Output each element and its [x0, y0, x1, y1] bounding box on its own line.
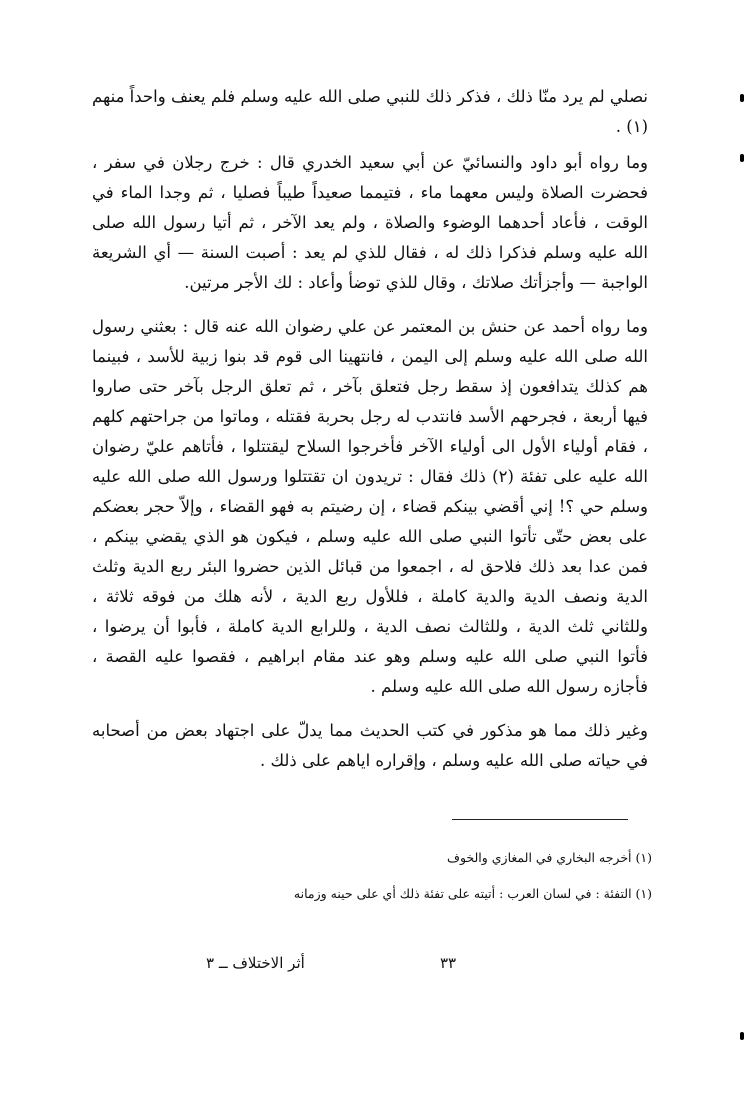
footnote-separator — [452, 819, 628, 820]
page-number: ٣٣ — [440, 954, 457, 972]
scan-mark — [740, 154, 744, 162]
paragraph-2: وما رواه أبو داود والنسائيّ عن أبي سعيد الخدري قال : خرج رجلان في سفر ، فحضرت الصلاة وليس معهما ماء ، فتيمما صعيداً طيباً فصليا ، ثم وجدا الماء في الوقت ، فأعاد أحدهما الوضوء والصلاة ، ولم يعد الآخر ، ثم أتيا رسول الله صلى الله عليه وسلم فذكرا ذلك له ، فقال للذي لم يعد : أصبت السنة — أي الشريعة الواجبة — وأجزأتك صلاتك ، وقال للذي توضأ وأعاد : لك الأجر مرتين. — [92, 153, 648, 292]
paragraph-3: وما رواه أحمد عن حنش بن المعتمر عن علي رضوان الله عنه قال : بعثني رسول الله صلى الله عليه وسلم إلى اليمن ، فانتهينا الى قوم قد بنوا زبية للأسد ، فبينما هم كذلك يتدافعون إذ سقط رجل فتعلق بآخر ، ثم تعلق الرجل بآخر حتى صاروا فيها أربعة ، فجرحهم الأسد فانتدب له رجل بحربة فقتله ، وماتوا من جراحتهم كلهم ، فقام أولياء الأول الى أولياء الآخر فأخرجوا السلاح ليقتتلوا ، فأتاهم عليّ رضوان الله عليه على تفئة (٢) ذلك فقال : تريدون ان تقتتلوا ورسول الله صلى الله عليه وسلم حي ؟! إني أقضي بينكم قضاء ، إن رضيتم به فهو القضاء ، وإلاّ حجر بعضكم على بعض حتّى تأتوا النبي صلى الله عليه وسلم ، فيكون هو الذي يقضي بينكم ، فمن عدا بعد ذلك فلاحق له ، اجمعوا من قبائل الذين حضروا البئر ربع الدية وثلث الدية ونصف الدية والدية كاملة ، فللأول ربع الدية ، لأنه هلك من فوقه ثلاثة ، وللثاني ثلث الدية ، وللثالث نصف الدية ، وللرابع الدية كاملة ، فأبوا أن يرضوا ، فأتوا النبي صلى الله عليه وسلم وهو عند مقام ابراهيم ، فقصوا عليه القصة ، فأجازه رسول الله صلى الله عليه وسلم . — [92, 317, 648, 696]
running-title: أثر الاختلاف ــ ٣ — [206, 954, 305, 972]
scan-mark — [740, 94, 744, 102]
page-footer — [100, 954, 656, 980]
footnote-1: (١) أخرجه البخاري في المغازي والخوف — [447, 850, 652, 865]
paragraph-4: وغير ذلك مما هو مذكور في كتب الحديث مما يدلّ على اجتهاد بعض من أصحابه في حياته صلى الله عليه وسلم ، وإقراره اياهم على ذلك . — [92, 721, 648, 770]
scan-mark — [740, 1032, 744, 1040]
main-text — [92, 82, 648, 776]
footnote-2: (١) التفئة : في لسان العرب : أتيته على تفئة ذلك أي على حينه وزمانه — [293, 886, 652, 901]
footnotes — [200, 848, 652, 920]
paragraph-1: نصلي لم يرد منّا ذلك ، فذكر ذلك للنبي صلى الله عليه وسلم فلم يعنف واحداً منهم (١) . — [92, 87, 648, 136]
